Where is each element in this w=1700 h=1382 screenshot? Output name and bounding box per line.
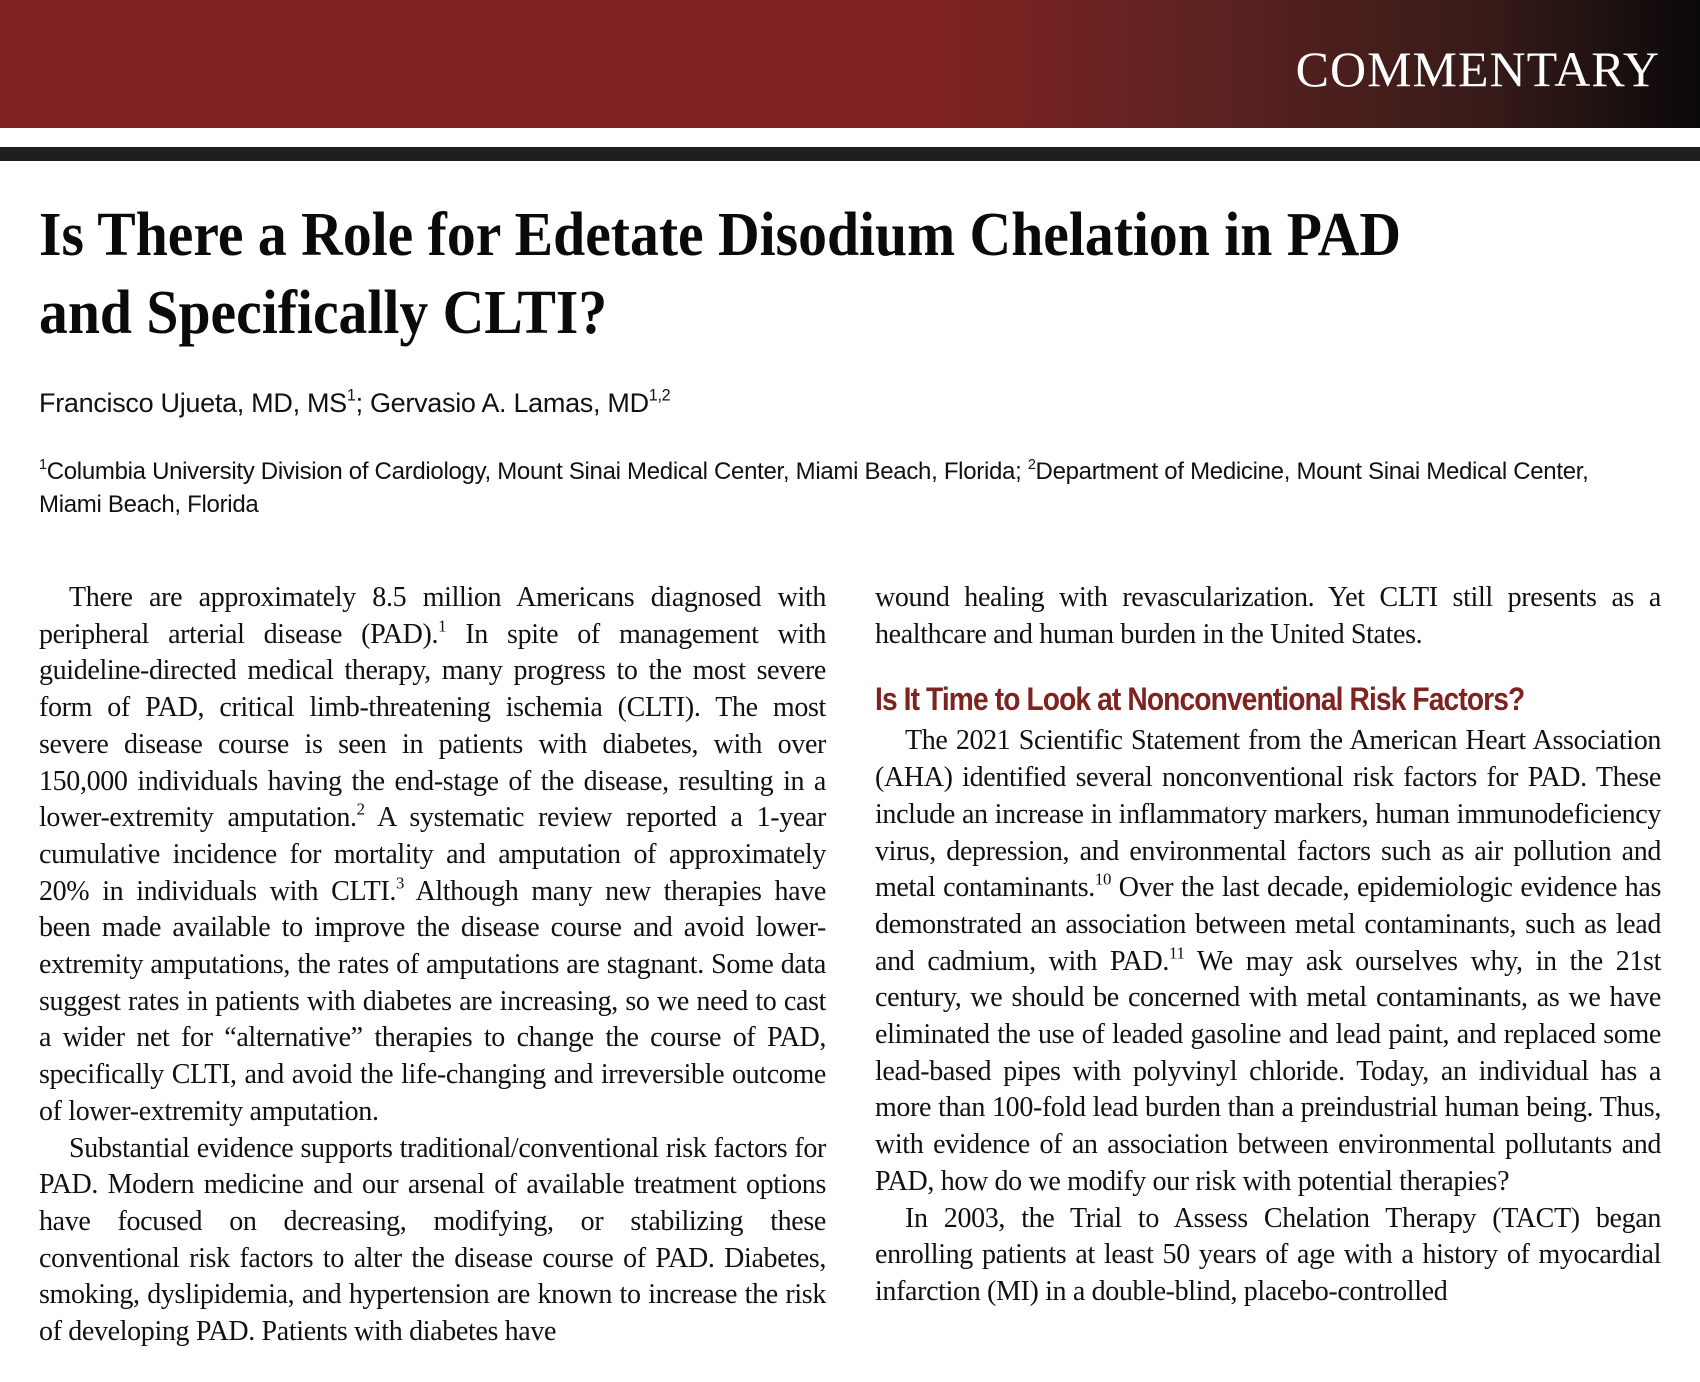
affiliations bbox=[39, 455, 1599, 521]
author-affil-mark: 1 bbox=[346, 386, 356, 405]
citation-mark: 10 bbox=[1094, 869, 1111, 889]
body-column-left bbox=[39, 580, 826, 1351]
affil-text: Department of Medicine, Mount Sinai Medical Center, Miami Beach, Florida bbox=[39, 458, 1589, 518]
paragraph-continuation: wound healing with revascularization. Yet CLTI still presents as a healthcare and human burden in the United States. bbox=[875, 582, 1661, 650]
affil-mark: 1 bbox=[39, 456, 47, 473]
citation-mark: 3 bbox=[396, 872, 405, 892]
paragraph: The 2021 Scientific Statement from the American Heart Association (AHA) identified several nonconventional risk factors for PAD. These include an increase in inflammatory markers, human immunodeficiency virus, depression, and environmental factors such as air pollution and metal contaminants.$^{10}$ Over the last decade, epidemiologic evidence has demonstrated an association between metal contaminants, such as lead and cadmium, with PAD.$^{11}$ We may ask ourselves why, in the 21st century, we should be concerned with metal contaminants, as we have eliminated the use of leaded gasoline and lead paint, and replaced some lead-based pipes with polyvinyl chloride. Today, an individual has a more than 100-fold lead burden than a preindustrial human being. Thus, with evidence of an association between environmental pollutants and PAD, how do we modify our risk with potential therapies? bbox=[875, 725, 1662, 1197]
paragraph: There are approximately 8.5 million Americans diagnosed with peripheral arterial disease (PAD).$^1$ In spite of management with guideline-directed medical therapy, many progress to the most severe form of PAD, critical limb-threatening ischemia (CLTI). The most severe disease course is seen in patients with diabetes, with over 150,000 individuals having the end-stage of the disease, resulting in a lower-extremity amputation.$^2$ A systematic review reported a 1-year cumulative incidence for mortality and amputation of approximately 20% in individuals with CLTI.$^3$ Although many new therapies have been made available to improve the disease course and avoid lower-extremity amputations, the rates of amputations are stagnant. Some data suggest rates in patients with diabetes are increasing, so we need to cast a wider net for “alternative” therapies to change the course of PAD, specifically CLTI, and avoid the life-changing and irreversible outcome of lower-extremity amputation. bbox=[39, 582, 826, 1127]
affil-text: Columbia University Division of Cardiology, Mount Sinai Medical Center, Miami Beach, Florida; bbox=[46, 458, 1028, 485]
author-affil-mark: 1,2 bbox=[648, 386, 671, 405]
article-title: Is There a Role for Edetate Disodium Chelation in PAD and Specifically CLTI? bbox=[39, 201, 1401, 347]
section-label: COMMENTARY bbox=[1295, 41, 1660, 97]
citation-mark: 2 bbox=[356, 799, 365, 819]
affil-mark: 2 bbox=[1027, 456, 1036, 473]
author-separator: ; bbox=[355, 388, 370, 418]
citation-mark: 1 bbox=[438, 615, 447, 635]
citation-mark: 11 bbox=[1169, 942, 1185, 962]
paragraph: In 2003, the Trial to Assess Chelation Therapy (TACT) began enrolling patients at least 50 years of age with a history of myocardial infarction (MI) in a double-blind, placebo-controlled bbox=[875, 1202, 1661, 1307]
section-banner bbox=[0, 0, 1700, 128]
header-rule bbox=[0, 147, 1700, 161]
section-heading: Is It Time to Look at Nonconventional Risk Factors? bbox=[875, 681, 1525, 718]
author-list bbox=[39, 388, 670, 419]
author-name: Gervasio A. Lamas, MD bbox=[369, 388, 649, 418]
paragraph: Substantial evidence supports traditional/conventional risk factors for PAD. Modern medicine and our arsenal of available treatment options have focused on decreasing, modifying, or stabilizing these conventional risk factors to alter the disease course of PAD. Diabetes, smoking, dyslipidemia, and hypertension are known to increase the risk of developing PAD. Patients with diabetes have bbox=[39, 1132, 826, 1348]
author-name: Francisco Ujueta, MD, MS bbox=[39, 388, 347, 418]
body-column-right bbox=[875, 580, 1661, 1311]
